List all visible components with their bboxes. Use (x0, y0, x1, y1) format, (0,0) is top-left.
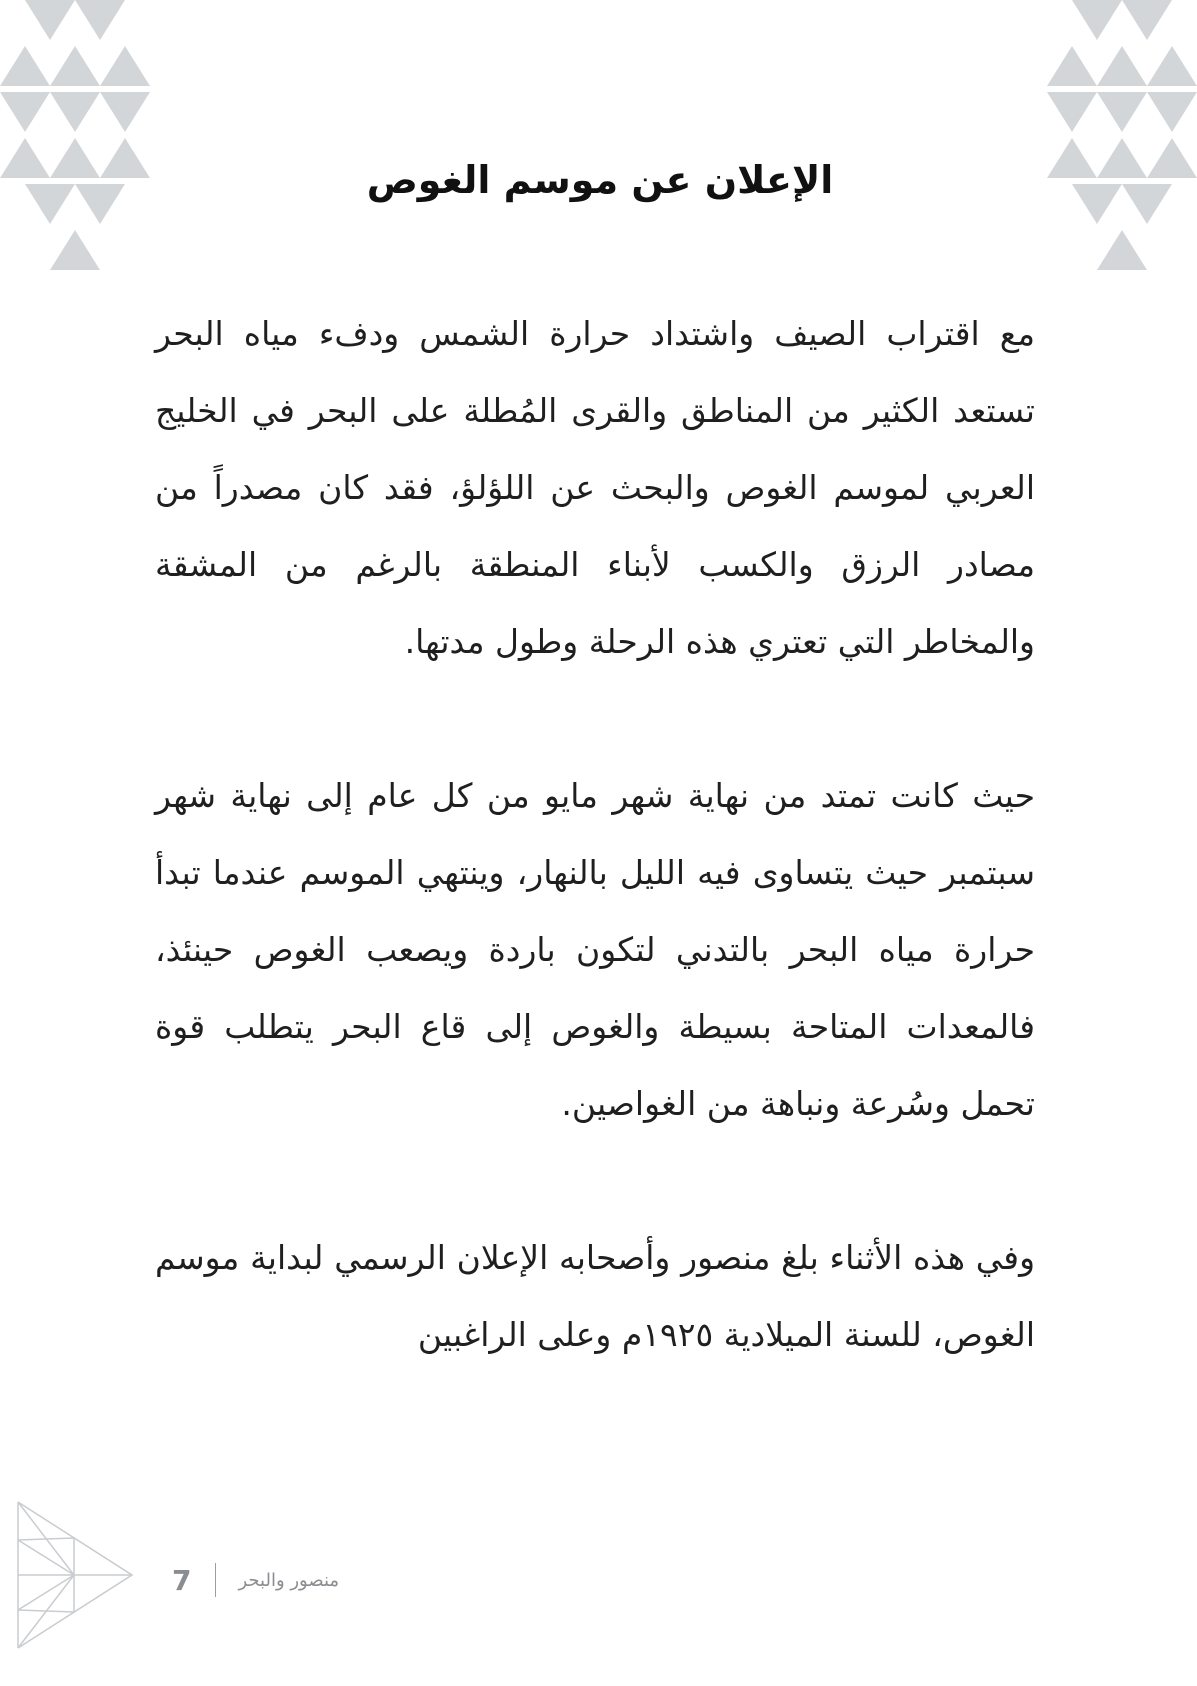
page-title: الإعلان عن موسم الغوص (366, 158, 834, 202)
page-footer (172, 1555, 339, 1605)
running-title: منصور والبحر (238, 1569, 340, 1591)
paragraph: مع اقتراب الصيف واشتداد حرارة الشمس ودفء مياه البحر تستعد الكثير من المناطق والقرى المُطلة على البحر في الخليج العربي لموسم الغوص والبحث عن اللؤلؤ، فقد كان مصدراً من مصادر الرزق والكسب لأبناء المنطقة بالرغم من المشقة والمخاطر التي تعتري هذه الرحلة وطول مدتها. (155, 314, 1035, 661)
footer-divider (215, 1563, 216, 1597)
body-text (155, 295, 1035, 1450)
paragraph: حيث كانت تمتد من نهاية شهر مايو من كل عام إلى نهاية شهر سبتمبر حيث يتساوى فيه الليل بالنهار، وينتهي الموسم عندما تبدأ حرارة مياه البحر بالتدني لتكون باردة ويصعب الغوص حينئذ، فالمعدات المتاحة بسيطة والغوص إلى قاع البحر يتطلب قوة تحمل وسُرعة ونباهة من الغواصين. (155, 776, 1035, 1123)
paragraph: وفي هذه الأثناء بلغ منصور وأصحابه الإعلان الرسمي لبداية موسم الغوص، للسنة الميلادية ١٩٢٥م وعلى الراغبين (155, 1238, 1035, 1354)
triangle-pattern-icon (1047, 0, 1197, 270)
page-number: 7 (172, 1563, 192, 1597)
triangle-outline-pattern-icon (10, 1500, 140, 1650)
triangle-pattern-icon (0, 0, 150, 270)
